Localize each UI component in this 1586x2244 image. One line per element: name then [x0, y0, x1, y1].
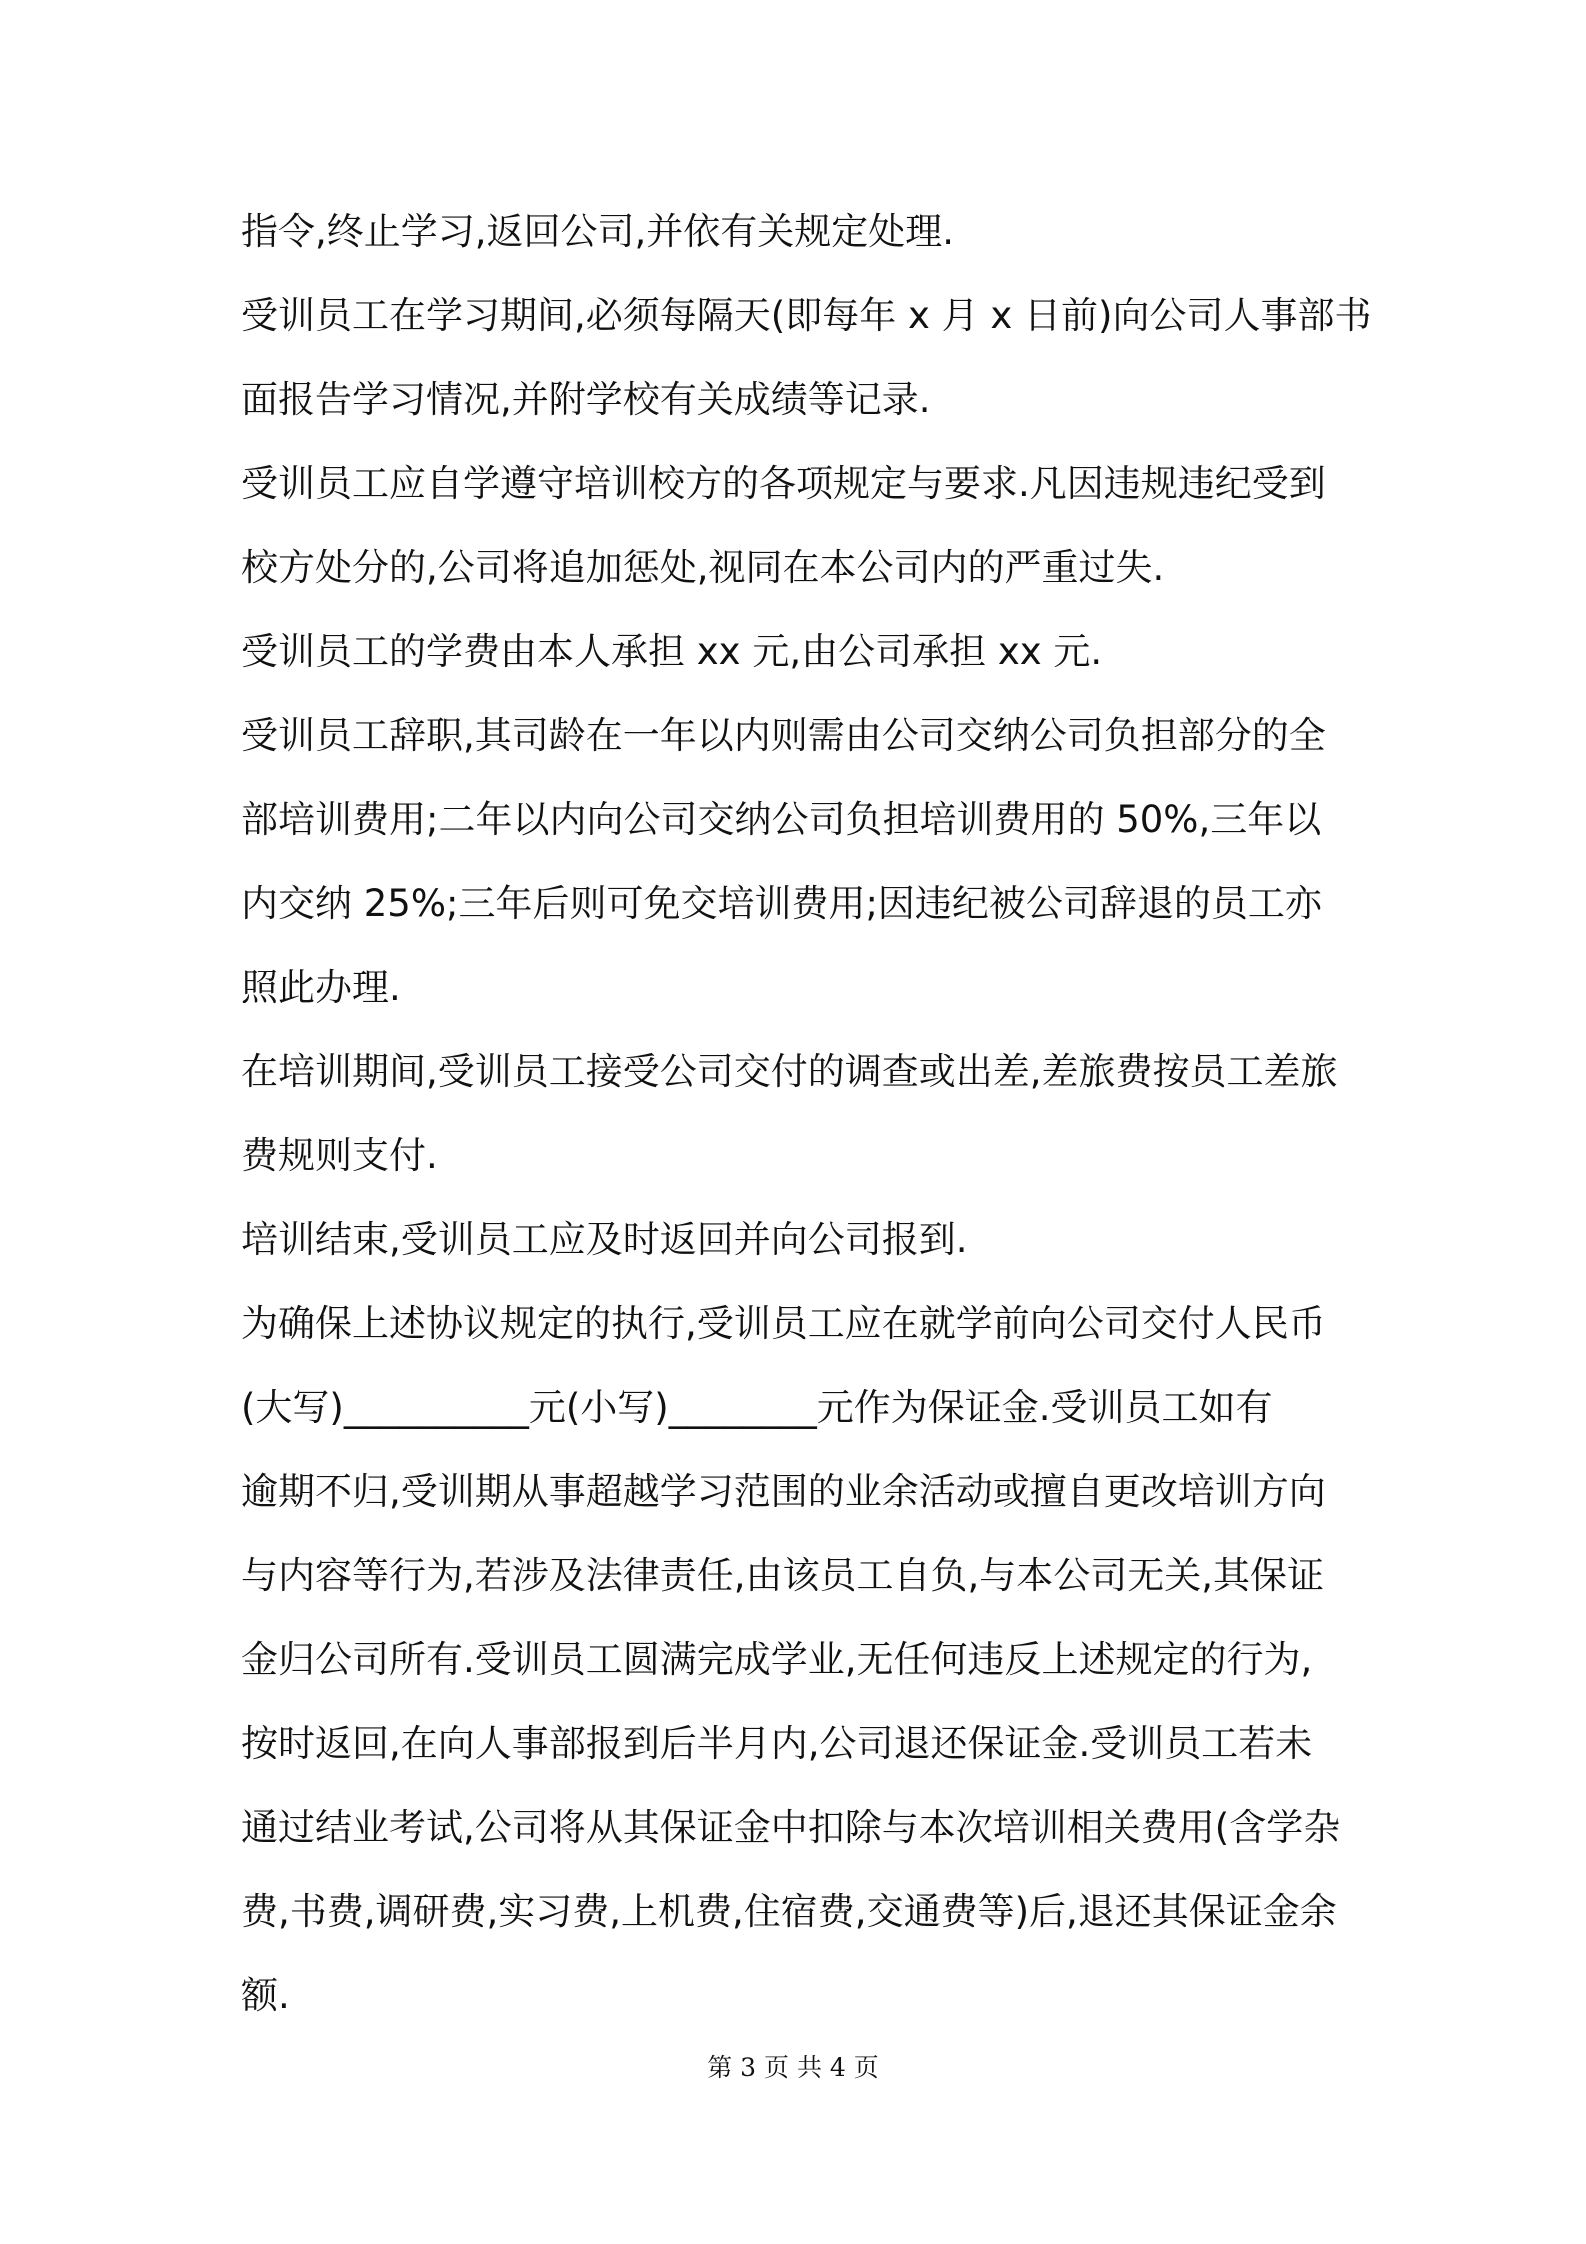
text-line: 指令,终止学习,返回公司,并依有关规定处理.: [241, 210, 955, 253]
text-line: 受训员工辞职,其司龄在一年以内则需由公司交纳公司负担部分的全: [241, 714, 1326, 757]
text-line: 面报告学习情况,并附学校有关成绩等记录.: [241, 378, 931, 421]
text-line: 校方处分的,公司将追加惩处,视同在本公司内的严重过失.: [241, 546, 1165, 589]
document-body: [241, 190, 1372, 2038]
text-line: 内交纳 25%;三年后则可免交培训费用;因违纪被公司辞退的员工亦: [241, 882, 1322, 925]
text-line: 通过结业考试,公司将从其保证金中扣除与本次培训相关费用(含学杂: [241, 1806, 1341, 1849]
text-line: 与内容等行为,若涉及法律责任,由该员工自负,与本公司无关,其保证: [241, 1554, 1325, 1597]
text-line: 受训员工在学习期间,必须每隔天(即每年 x 月 x 日前)向公司人事部书: [241, 294, 1372, 337]
text-line: 在培训期间,受训员工接受公司交付的调查或出差,差旅费按员工差旅: [241, 1050, 1338, 1093]
text-line: 受训员工的学费由本人承担 xx 元,由公司承担 xx 元.: [241, 630, 1103, 673]
page-number-footer: 第 3 页 共 4 页: [707, 2053, 879, 2082]
text-line: 为确保上述协议规定的执行,受训员工应在就学前向公司交付人民币: [241, 1302, 1326, 1345]
text-line: 金归公司所有.受训员工圆满完成学业,无任何违反上述规定的行为,: [241, 1638, 1313, 1681]
text-line: 逾期不归,受训期从事超越学习范围的业余活动或擅自更改培训方向: [241, 1470, 1326, 1513]
text-line: 按时返回,在向人事部报到后半月内,公司退还保证金.受训员工若未: [241, 1722, 1313, 1765]
text-line: 费,书费,调研费,实习费,上机费,住宿费,交通费等)后,退还其保证金余: [241, 1890, 1337, 1933]
text-line: 额.: [241, 1974, 290, 2017]
text-line: 部培训费用;二年以内向公司交纳公司负担培训费用的 50%,三年以: [241, 798, 1322, 841]
text-line: 培训结束,受训员工应及时返回并向公司报到.: [241, 1218, 968, 1261]
text-line: 照此办理.: [241, 966, 401, 1009]
text-line: 受训员工应自学遵守培训校方的各项规定与要求.凡因违规违纪受到: [241, 462, 1326, 505]
text-line: 费规则支付.: [241, 1134, 438, 1177]
text-line: (大写)__________元(小写)________元作为保证金.受训员工如有: [241, 1386, 1273, 1429]
